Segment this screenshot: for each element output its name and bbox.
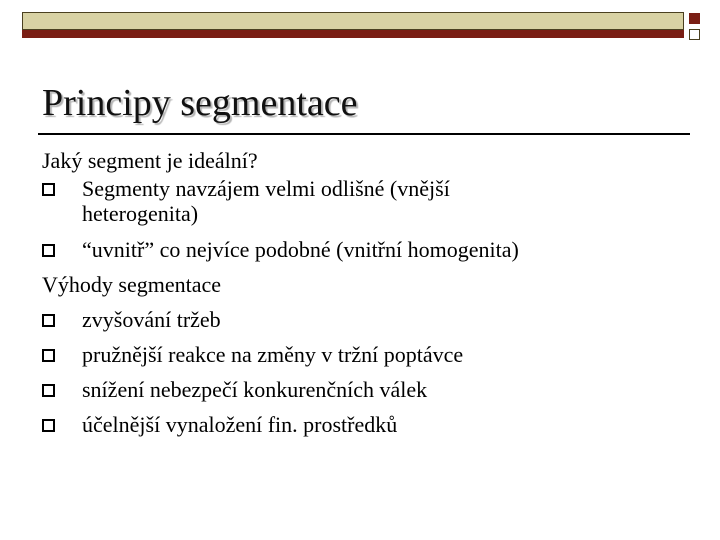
bullet-text: pružnější reakce na změny v tržní poptávce	[82, 342, 464, 367]
top-accent-bar	[22, 30, 684, 38]
list-item	[42, 341, 682, 369]
hollow-square-bullet-icon	[42, 349, 55, 362]
hollow-square-bullet-icon	[42, 183, 55, 196]
heading-ideal-segment: Jaký segment je ideální?	[42, 148, 258, 173]
bullet-text-continuation: heterogenita)	[82, 201, 199, 226]
corner-square-filled	[689, 13, 700, 24]
list-item	[42, 306, 682, 334]
bullet-text: snížení nebezpečí konkurenčních válek	[82, 377, 428, 402]
hollow-square-bullet-icon	[42, 244, 55, 257]
list-item	[42, 175, 682, 228]
bullet-text: účelnější vynaložení fin. prostředků	[82, 412, 398, 437]
list-item	[42, 411, 682, 439]
list-item	[42, 236, 682, 264]
top-band	[22, 12, 684, 30]
heading-advantages: Výhody segmentace	[42, 272, 221, 297]
corner-square-outline	[689, 29, 700, 40]
bullet-text: zvyšování tržeb	[82, 307, 221, 332]
bullet-text: Segmenty navzájem velmi odlišné (vnější	[82, 176, 450, 201]
hollow-square-bullet-icon	[42, 419, 55, 432]
slide-body	[42, 147, 682, 446]
title-divider	[38, 133, 690, 135]
list-item	[42, 376, 682, 404]
slide-title: Principy segmentace	[42, 82, 358, 124]
hollow-square-bullet-icon	[42, 384, 55, 397]
bullet-text: “uvnitř” co nejvíce podobné (vnitřní homogenita)	[82, 237, 519, 262]
hollow-square-bullet-icon	[42, 314, 55, 327]
